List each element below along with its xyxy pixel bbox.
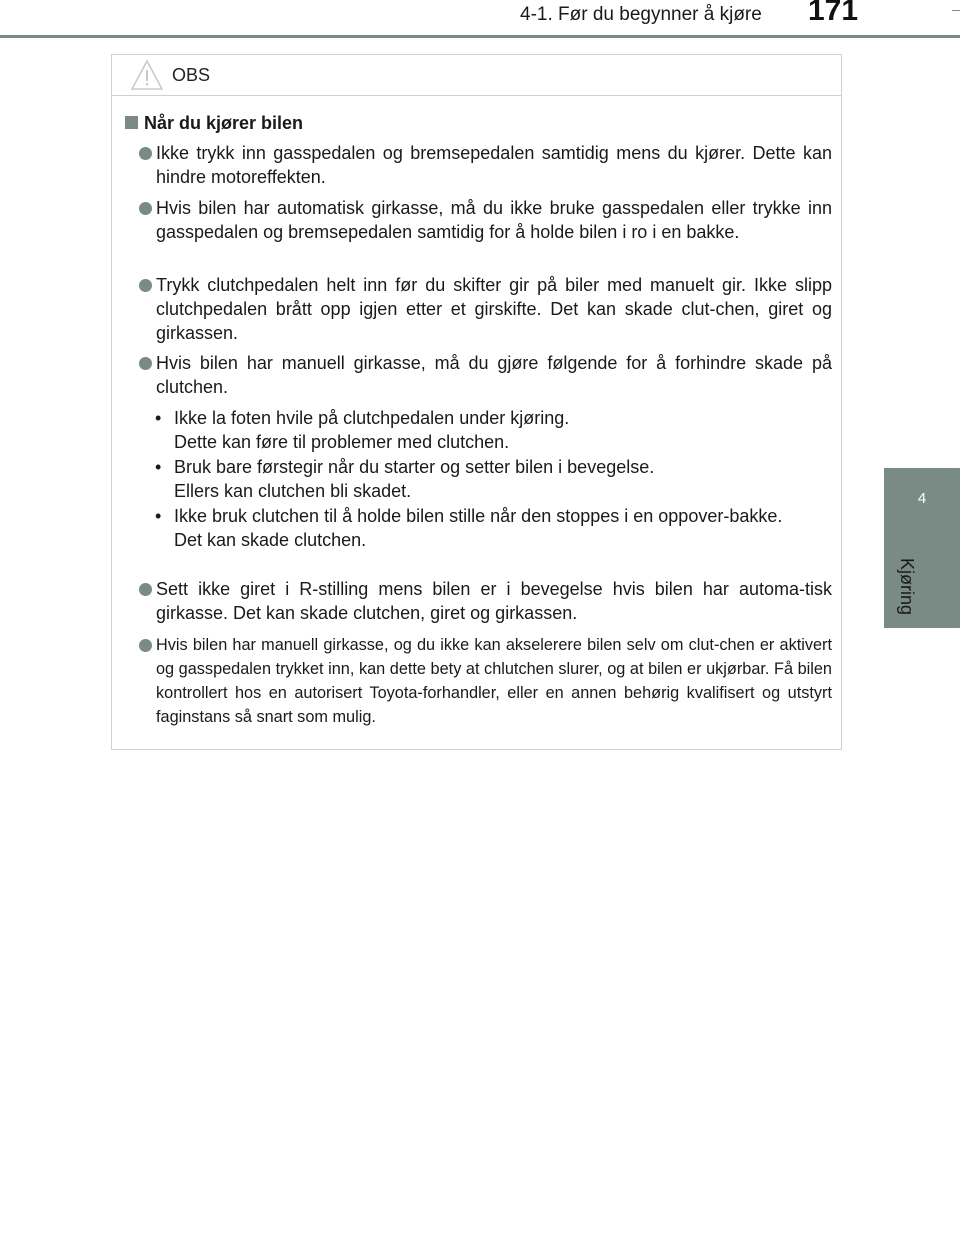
list-item [156,633,832,729]
caution-box [111,54,842,750]
list-item-text: Ikke trykk inn gasspedalen og bremsepedalen samtidig mens du kjører. Dette kan hindre motoreffekten. [156,143,832,187]
sub-list-item [155,504,832,552]
caution-label: OBS [172,65,211,85]
sub-item-line: Ikke bruk clutchen til å holde bilen stille når den stoppes i en oppover-bakke. [174,506,783,526]
round-bullet-icon [139,279,152,292]
round-bullet-icon [139,147,152,160]
round-bullet-icon [139,583,152,596]
tab-tick-top [952,468,960,469]
sub-item-line: Dette kan føre til problemer med clutchen. [174,432,510,452]
list-item [156,577,832,625]
round-bullet-icon [139,357,152,370]
list-item [156,196,832,244]
header-title: 4-1. Før du begynner å kjøre [520,4,762,25]
corner-tick [952,10,960,11]
sub-bullet: • [155,506,162,526]
list-item-text: Hvis bilen har automatisk girkasse, må du ikke bruke gasspedalen eller trykke inn gasspedalen og bremsepedalen samtidig for å holde bilen i ro i en bakke. [156,198,832,242]
chapter-label: Kjøring [897,558,917,616]
list-item-text: Hvis bilen har manuell girkasse, må du gjøre følgende for å forhindre skade på clutchen. [156,353,832,397]
round-bullet-icon [139,202,152,215]
page-number: 171 [808,0,859,27]
warning-icon [130,59,164,91]
list-item [156,351,832,399]
sub-item-line: Bruk bare førstegir når du starter og setter bilen i bevegelse. [174,457,655,477]
square-bullet-icon [125,116,138,129]
header-rule [0,35,960,38]
sub-bullet: • [155,408,162,428]
chapter-number: 4 [917,490,927,507]
caution-header [112,55,841,96]
list-item [156,141,832,189]
sub-list-item [155,406,832,454]
sub-item-line: Det kan skade clutchen. [174,530,367,550]
sub-bullet: • [155,457,162,477]
sub-list-item [155,455,832,503]
list-item-text: Sett ikke giret i R-stilling mens bilen er i bevegelse hvis bilen har automa-tisk girkasse. Det kan skade clutchen, giret og girkassen. [156,579,832,623]
round-bullet-icon [139,639,152,652]
list-item [156,273,832,345]
list-item-text: Trykk clutchpedalen helt inn før du skifter gir på biler med manuelt gir. Ikke slipp clutchpedalen brått opp igjen etter et girskifte. Det kan skade clut-chen, giret og girkassen. [156,275,832,343]
section-title-text: Når du kjører bilen [144,113,304,133]
sub-item-line: Ellers kan clutchen bli skadet. [174,481,412,501]
sub-item-line: Ikke la foten hvile på clutchpedalen under kjøring. [174,408,570,428]
tab-tick-bottom [952,627,960,628]
list-item-text: Hvis bilen har manuell girkasse, og du ikke kan akselerere bilen selv om clut-chen er aktivert og gasspedalen trykket inn, kan dette bety at chlutchen slurer, og at bilen er ukjørbar. Få bilen kontrollert hos en autorisert Toyota-forhandler, eller en annen behørig kvalifisert og utstyrt faginstans så snart som mulig. [156,636,832,726]
section-title [125,113,303,134]
